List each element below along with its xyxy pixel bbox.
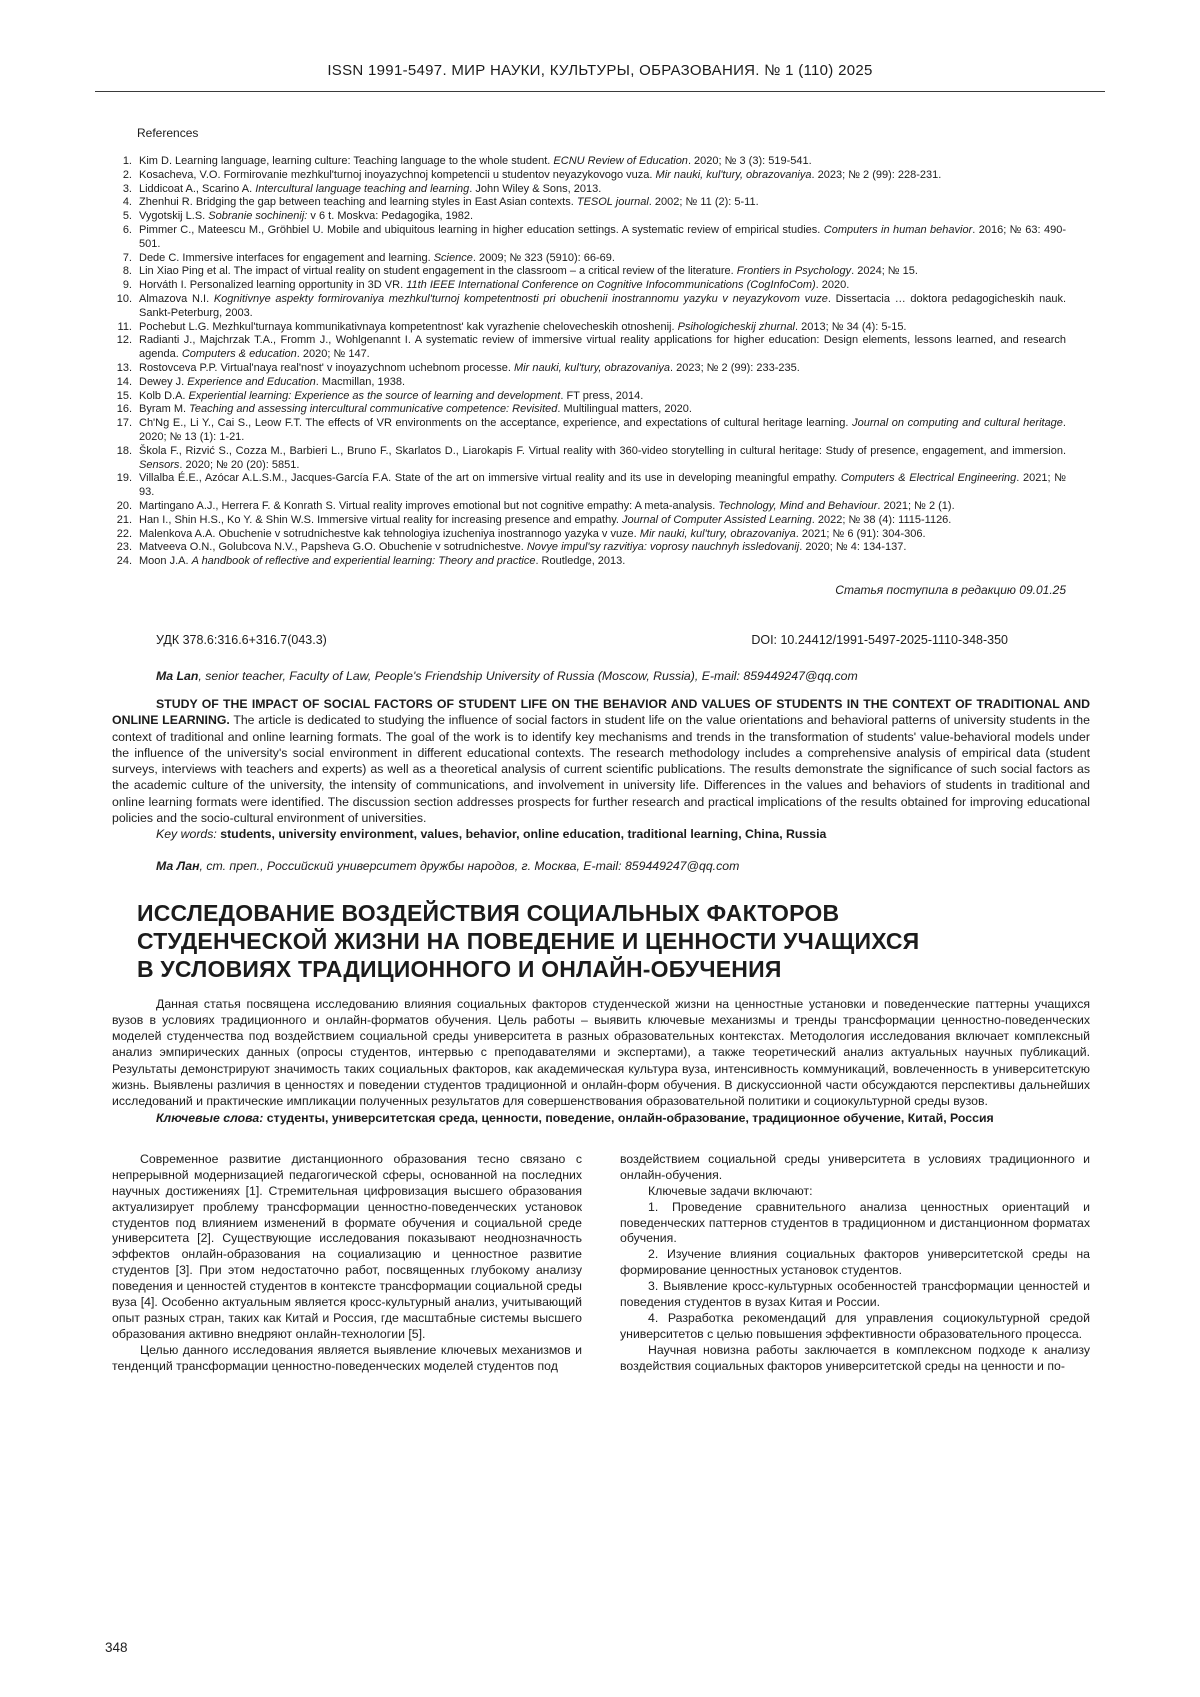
author-line-ru: Ма Лан, ст. преп., Российский университет дружбы народов, г. Москва, E-mail: 859449247@qq.com bbox=[156, 858, 740, 873]
reference-item bbox=[112, 279, 1066, 293]
reference-text: Pimmer C., Mateescu M., Gröhbiel U. Mobile and ubiquitous learning in higher education settings. A systematic review of empirical studies. Computers in human behavior. 2016; № 63: 490-501. bbox=[139, 223, 1067, 250]
reference-item bbox=[112, 155, 1066, 169]
reference-text: Zhenhui R. Bridging the gap between teaching and learning styles in East Asian contexts. TESOL journal. 2002; № 11 (2): 5-11. bbox=[139, 196, 759, 209]
reference-number: 7. bbox=[122, 251, 132, 264]
reference-item bbox=[112, 541, 1066, 555]
reference-item bbox=[112, 514, 1066, 528]
body-paragraph: 2. Изучение влияния социальных факторов университетской среды на формирование ценностных установок студентов. bbox=[620, 1247, 1090, 1278]
reference-item bbox=[112, 376, 1066, 390]
reference-text: Matveeva O.N., Golubcova N.V., Papsheva G.O. Obuchenie v sotrudnichestve. Novye impul'sy razvitiya: voprosy nauchnyh issledovanij. 2020; № 4: 134-137. bbox=[139, 541, 907, 554]
reference-number: 21. bbox=[116, 513, 132, 526]
body-paragraph: 3. Выявление кросс-культурных особенностей трансформации ценностей и поведения студентов в вузах Китая и России. bbox=[620, 1279, 1090, 1310]
meta-row bbox=[112, 633, 1090, 647]
reference-item bbox=[112, 445, 1066, 473]
reference-text: Dewey J. Experience and Education. Macmillan, 1938. bbox=[139, 375, 405, 388]
reference-item bbox=[112, 210, 1066, 224]
keywords-en: Key words: students, university environment, values, behavior, online education, traditional learning, China, Russia bbox=[156, 827, 827, 842]
reference-item bbox=[112, 265, 1066, 279]
reference-item bbox=[112, 362, 1066, 376]
reference-number: 13. bbox=[116, 361, 132, 374]
article-title-ru bbox=[137, 899, 1090, 983]
received-note: Статья поступила в редакцию 09.01.25 bbox=[835, 582, 1066, 597]
reference-number: 1. bbox=[122, 155, 132, 167]
references-heading: References bbox=[137, 126, 199, 140]
reference-number: 9. bbox=[122, 279, 132, 292]
doi-code: DOI: 10.24412/1991-5497-2025-1110-348-350 bbox=[751, 632, 1008, 647]
article-title-line-1: ИССЛЕДОВАНИЕ ВОЗДЕЙСТВИЯ СОЦИАЛЬНЫХ ФАКТОРОВ bbox=[137, 899, 840, 926]
reference-number: 19. bbox=[116, 472, 132, 485]
reference-number: 8. bbox=[122, 265, 132, 278]
reference-number: 10. bbox=[116, 292, 132, 305]
reference-number: 5. bbox=[122, 210, 132, 223]
reference-text: Ch'Ng E., Li Y., Cai S., Leow F.T. The effects of VR environments on the acceptance, experience, and expectations of cultural heritage learning. Journal on computing and cultural heritage. 2020; № 13 (1): 1-21. bbox=[139, 417, 1066, 443]
page-number: 348 bbox=[105, 1640, 128, 1655]
abstract-en: STUDY OF THE IMPACT OF SOCIAL FACTORS OF STUDENT LIFE ON THE BEHAVIOR AND VALUES OF STUDENTS IN THE CONTEXT OF TRADITIONAL AND ONLINE LEARNING. The article is dedicated to studying the influence of social factors in student life on the value orientations and behavioral patterns of university students in the context of traditional and online learning formats. The goal of the work is to identify key mechanisms and trends in the transformation of students' value-behavioral models under the influence of the university's social environment in different educational contexts. The research methodology includes a comprehensive analysis of empirical data (student surveys, interviews with teachers and experts) as well as a theoretical analysis of current scientific publications. The results demonstrate the significance of such social factors as the academic culture of the university, the intensity of communications, and involvement in university life. Differences in the values and behaviors of students in traditional and online learning formats were identified. The discussion section addresses prospects for further research and practical implications of the results obtained for improving educational policies and the socio-cultural environment of universities. bbox=[112, 696, 1090, 825]
body-paragraph: Современное развитие дистанционного образования тесно связано с непрерывной модернизацией педагогической сферы, основанной на последних научных достижениях [1]. Стремительная цифровизация высшего образования актуализирует проблему трансформации ценностно-поведенческих установок студентов под влиянием изменений в формате обучения и социальной среде университета [2]. Существующие исследования показывают неоднозначность эффектов онлайн-образования на социализацию и ценностное развитие студентов [3]. При этом недостаточно работ, посвященных глубокому анализу поведения и ценностей студентов в контексте трансформации социальной среды вуза [4]. Особенно актуальным является кросс-культурный анализ, учитывающий опыт разных стран, таких как Китай и Россия, где масштабные системы высшего образования активно внедряют онлайн-технологии [5]. bbox=[112, 1151, 582, 1341]
reference-text: Dede C. Immersive interfaces for engagement and learning. Science. 2009; № 323 (5910): 66-69. bbox=[139, 251, 615, 264]
reference-text: Kosacheva, V.O. Formirovanie mezhkul'turnoj inoyazychnoj kompetencii u studentov neyazykovogo vuza. Mir nauki, kul'tury, obrazovaniya. 2023; № 2 (99): 228-231. bbox=[139, 168, 942, 181]
reference-item bbox=[112, 196, 1066, 210]
reference-number: 20. bbox=[116, 499, 132, 512]
reference-text: Moon J.A. A handbook of reflective and experiential learning: Theory and practice. Routledge, 2013. bbox=[139, 555, 626, 568]
article-title-line-2: СТУДЕНЧЕСКОЙ ЖИЗНИ НА ПОВЕДЕНИЕ И ЦЕННОСТИ УЧАЩИХСЯ bbox=[137, 927, 920, 954]
reference-text: Radianti J., Majchrzak T.A., Fromm J., Wohlgenannt I. A systematic review of immersive virtual reality applications for higher education: Design elements, lessons learned, and research agenda. Computers & education. 2020; № 147. bbox=[139, 334, 1066, 361]
udk-code: УДК 378.6:316.6+316.7(043.3) bbox=[156, 632, 327, 647]
reference-item bbox=[112, 403, 1066, 417]
header-rule bbox=[95, 91, 1105, 92]
reference-item bbox=[112, 252, 1066, 266]
reference-text: Malenkova A.A. Obuchenie v sotrudnichestve kak tehnologiya izucheniya inostrannogo yazyka v vuze. Mir nauki, kul'tury, obrazovaniya. 2021; № 6 (91): 304-306. bbox=[139, 527, 926, 540]
reference-text: Byram M. Teaching and assessing intercultural communicative competence: Revisited. Multilingual matters, 2020. bbox=[139, 403, 692, 416]
reference-text: Villalba É.E., Azócar A.L.S.M., Jacques-García F.A. State of the art on immersive virtual reality and its use in developing meaningful empathy. Computers & Electrical Engineering. 2021; № 93. bbox=[139, 472, 1066, 499]
reference-text: Horváth I. Personalized learning opportunity in 3D VR. 11th IEEE International Conference on Cognitive Infocommunications (CogInfoCom). 2020. bbox=[139, 279, 850, 292]
reference-item bbox=[112, 528, 1066, 542]
abstract-ru: Данная статья посвящена исследованию влияния социальных факторов студенческой жизни на ценностные установки и поведенческие паттерны учащихся вузов в условиях традиционного и онлайн-форматов обучения. Цель работы – выявить ключевые механизмы и тренды трансформации ценностно-поведенческих моделей студенчества под воздействием социальной среды университета в разных образовательных контекстах. Методология исследования включает комплексный анализ эмпирических данных (опросы студентов, интервью с преподавателями и экспертами), а также теоретический анализ актуальных научных публикаций. Результаты демонстрируют значимость таких социальных факторов, как академическая культура вуза, интенсивность коммуникаций, вовлеченность в университетскую жизнь. Выявлены различия в ценностях и поведении студентов традиционной и онлайн-форм обучения. В дискуссионной части обсуждаются перспективы дальнейших исследований и практические импликации полученных результатов для совершенствования образовательной политики и социокультурной среды вузов. bbox=[112, 996, 1090, 1109]
page-content bbox=[0, 126, 1200, 1375]
body-left-column bbox=[112, 1152, 582, 1375]
reference-number: 17. bbox=[116, 417, 132, 430]
body-paragraph: Научная новизна работы заключается в комплексном подходе к анализу воздействия социальных факторов университетской среды на ценности и по- bbox=[620, 1342, 1090, 1373]
reference-item bbox=[112, 321, 1066, 335]
author-line-en: Ma Lan, senior teacher, Faculty of Law, People's Friendship University of Russia (Moscow, Russia), E-mail: 859449247@qq.com bbox=[156, 668, 858, 683]
reference-number: 22. bbox=[116, 527, 132, 540]
reference-number: 23. bbox=[116, 541, 132, 554]
body-paragraph: Целью данного исследования является выявление ключевых механизмов и тенденций трансформации ценностно-поведенческих моделей студентов под bbox=[112, 1342, 582, 1373]
body-paragraph: Ключевые задачи включают: bbox=[648, 1183, 813, 1198]
body-paragraph: 4. Разработка рекомендаций для управления социокультурной средой университетов с целью повышения эффективности образовательного процесса. bbox=[620, 1311, 1090, 1341]
keywords-ru: Ключевые слова: студенты, университетская среда, ценности, поведение, онлайн-образование, традиционное обучение, Китай, Россия bbox=[156, 1110, 994, 1125]
reference-item bbox=[112, 390, 1066, 404]
reference-text: Martingano A.J., Herrera F. & Konrath S. Virtual reality improves emotional but not cognitive empathy: A meta-analysis. Technology, Mind and Behaviour. 2021; № 2 (1). bbox=[139, 499, 955, 512]
reference-number: 11. bbox=[117, 320, 132, 333]
reference-number: 24. bbox=[116, 555, 132, 568]
reference-number: 3. bbox=[122, 182, 132, 195]
reference-item bbox=[112, 500, 1066, 514]
reference-item bbox=[112, 224, 1066, 252]
reference-number: 18. bbox=[116, 444, 132, 457]
reference-text: Almazova N.I. Kognitivnye aspekty formirovaniya mezhkul'turnoj kompetentnosti pri obuchenii inostrannomu yazyku v neyazykovom vuze. Dissertacia … doktora pedagogicheskih nauk. Sankt-Peterburg, 2003. bbox=[139, 292, 1067, 319]
reference-number: 6. bbox=[122, 223, 132, 236]
references-list bbox=[112, 155, 1090, 569]
reference-number: 12. bbox=[116, 334, 132, 347]
reference-text: Han I., Shin H.S., Ko Y. & Shin W.S. Immersive virtual reality for increasing presence and empathy. Journal of Computer Assisted Learning. 2022; № 38 (4): 1115-1126. bbox=[139, 513, 952, 526]
reference-text: Pochebut L.G. Mezhkul'turnaya kommunikativnaya kompetentnost' kak vyrazhenie chelovecheskih otnoshenij. Psihologicheskij zhurnal. 2013; № 34 (4): 5-15. bbox=[139, 320, 907, 333]
reference-item bbox=[112, 183, 1066, 197]
reference-item bbox=[112, 417, 1066, 445]
reference-number: 2. bbox=[122, 168, 132, 181]
reference-number: 16. bbox=[116, 403, 132, 416]
body-paragraph: воздействием социальной среды университета в условиях традиционного и онлайн-обучения. bbox=[620, 1151, 1090, 1182]
body-paragraph: 1. Проведение сравнительного анализа ценностных ориентаций и поведенческих паттернов студентов в традиционном и дистанционном форматах обучения. bbox=[620, 1199, 1090, 1246]
reference-number: 14. bbox=[116, 375, 132, 388]
body-right-column bbox=[620, 1152, 1090, 1375]
reference-text: Vygotskij L.S. Sobranie sochinenij: v 6 t. Moskva: Pedagogika, 1982. bbox=[139, 210, 474, 223]
page-header bbox=[0, 0, 1200, 92]
reference-text: Liddicoat A., Scarino A. Intercultural language teaching and learning. John Wiley & Sons, 2013. bbox=[139, 182, 602, 195]
reference-text: Kim D. Learning language, learning culture: Teaching language to the whole student. ECNU Review of Education. 2020; № 3 (3): 519-541. bbox=[139, 155, 812, 167]
reference-text: Škola F., Rizvić S., Cozza M., Barbieri L., Bruno F., Skarlatos D., Liarokapis F. Virtual reality with 360-video storytelling in cultural heritage: Study of presence, engagement, and immersion. Sensors. 2020; № 20 (20): 5851. bbox=[139, 444, 1066, 471]
reference-number: 15. bbox=[116, 389, 132, 402]
article-title-line-3: В УСЛОВИЯХ ТРАДИЦИОННОГО И ОНЛАЙН-ОБУЧЕНИЯ bbox=[137, 955, 782, 982]
reference-item bbox=[112, 334, 1066, 362]
reference-text: Rostovceva P.P. Virtual'naya real'nost' v inoyazychnom uchebnom processe. Mir nauki, kul'tury, obrazovaniya. 2023; № 2 (99): 233-235. bbox=[139, 361, 800, 374]
reference-item bbox=[112, 472, 1066, 500]
reference-text: Kolb D.A. Experiential learning: Experience as the source of learning and development. FT press, 2014. bbox=[139, 389, 644, 402]
reference-item bbox=[112, 169, 1066, 183]
reference-item bbox=[112, 293, 1066, 321]
journal-title-line: ISSN 1991-5497. МИР НАУКИ, КУЛЬТУРЫ, ОБРАЗОВАНИЯ. № 1 (110) 2025 bbox=[327, 62, 873, 79]
reference-item bbox=[112, 555, 1066, 569]
reference-text: Lin Xiao Ping et al. The impact of virtual reality on student engagement in the classroom – a critical review of the literature. Frontiers in Psychology. 2024; № 15. bbox=[139, 265, 918, 278]
article-body bbox=[112, 1152, 1090, 1375]
reference-number: 4. bbox=[122, 196, 132, 209]
